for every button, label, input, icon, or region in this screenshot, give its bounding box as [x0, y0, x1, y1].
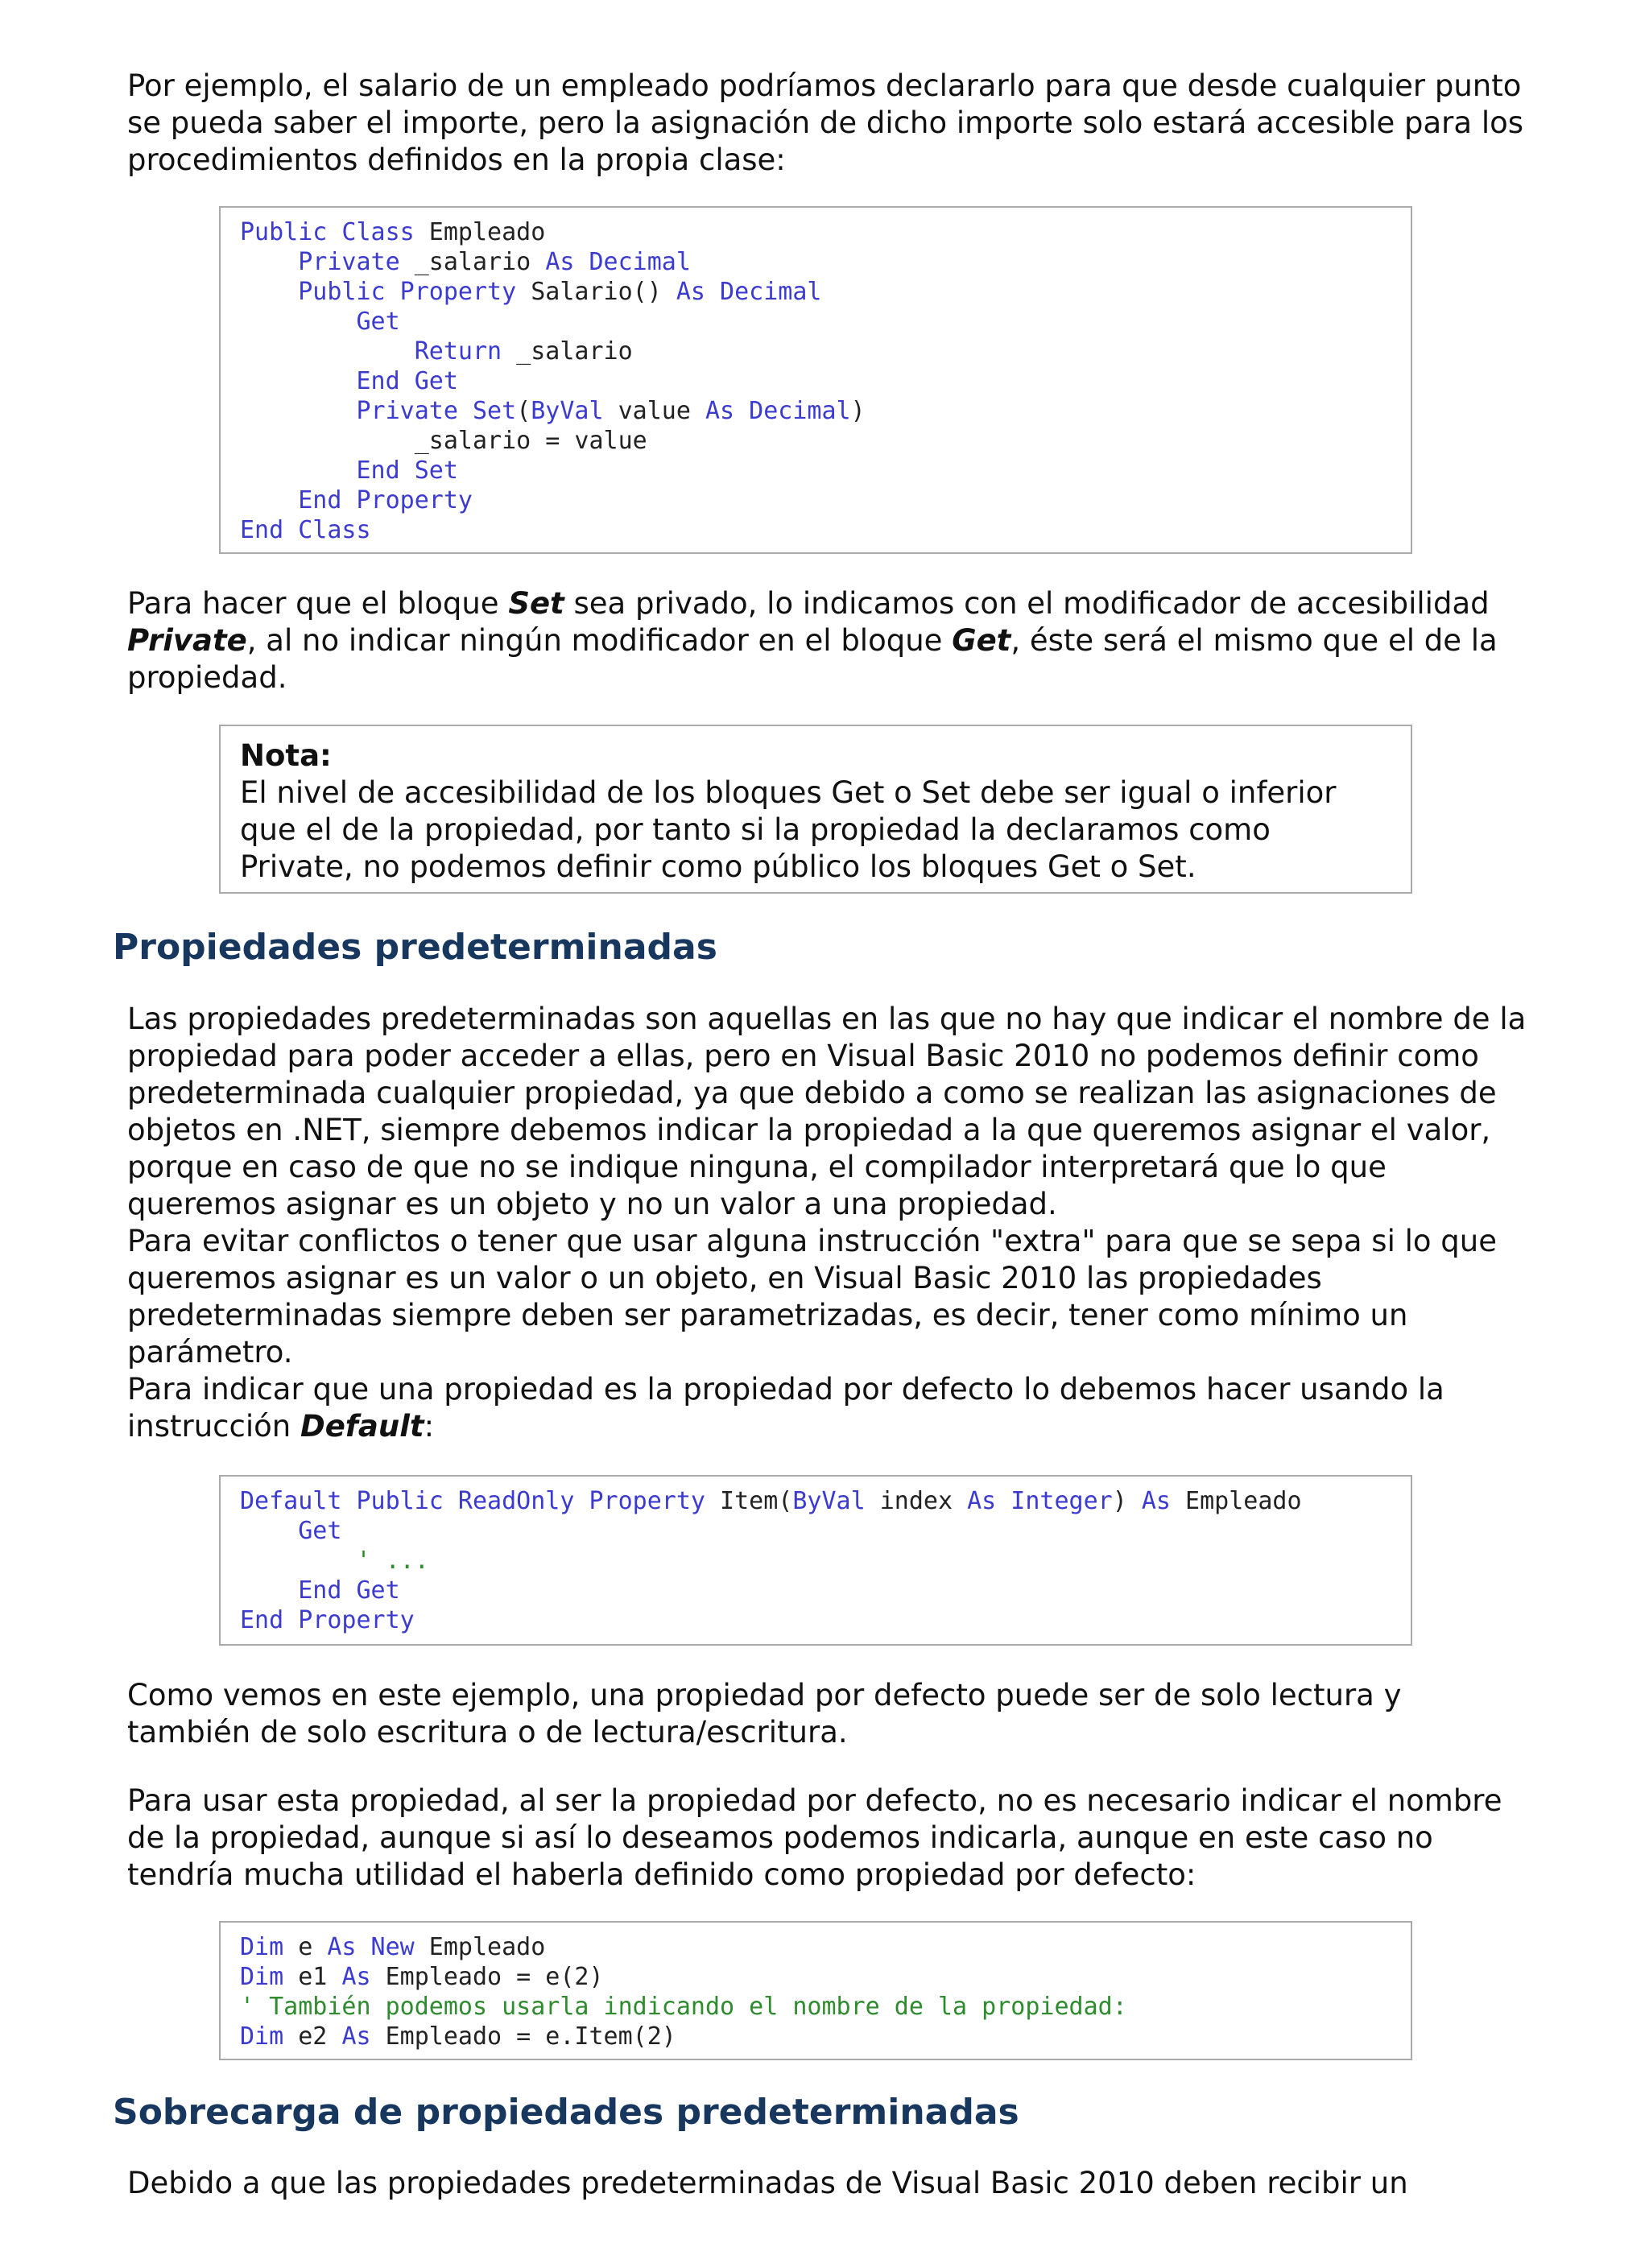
code-text [240, 1932, 1127, 2051]
paragraph-read-write: Como vemos en este ejemplo, una propiedad por defecto puede ser de solo lectura y también de solo escritura o de lectura/escritura. [127, 1678, 1402, 1750]
paragraph-intro: Por ejemplo, el salario de un empleado podríamos declararlo para que desde cualquier punto se pueda saber el importe, pero la asignación de dicho importe solo estará accesible para los procedimientos definidos en la propia clase: [127, 68, 1524, 177]
note-title: Nota: [240, 738, 332, 773]
code-token: _salario = value [240, 427, 647, 455]
code-keyword: ByVal [792, 1487, 866, 1515]
code-token: _salario [502, 337, 633, 366]
code-token [240, 248, 298, 276]
code-token: value [603, 397, 705, 425]
code-token: ) [850, 397, 866, 425]
code-keyword: As [1141, 1487, 1171, 1515]
code-keyword: Public Property [298, 278, 517, 306]
code-comment: ' También podemos usarla indicando el nombre de la propiedad: [240, 1993, 1127, 2021]
code-keyword: Default Public ReadOnly Property [240, 1487, 705, 1515]
code-token [240, 337, 415, 366]
code-keyword: End Set [356, 456, 458, 485]
code-token: Item( [705, 1487, 793, 1515]
code-token: ) [1112, 1487, 1142, 1515]
code-block-default-property [219, 1475, 1412, 1646]
code-keyword: Private Set [356, 397, 517, 425]
code-keyword: ByVal [531, 397, 604, 425]
code-token: Salario() [516, 278, 676, 306]
code-token [240, 456, 357, 485]
code-token [240, 278, 298, 306]
paragraph-set-private: Para hacer que el bloque Set sea privado, lo indicamos con el modificador de accesibilidad Private, al no indicar ningún modificador en el bloque Get, éste será el mismo que el de la propiedad. [127, 586, 1498, 695]
code-token: Empleado = e.Item(2) [370, 2022, 676, 2051]
code-block-usage [219, 1921, 1412, 2060]
code-keyword: As [341, 2022, 371, 2051]
code-keyword: As Decimal [676, 278, 822, 306]
code-keyword: Public Class [240, 218, 415, 246]
code-keyword: End Class [240, 516, 371, 544]
code-keyword: Dim [240, 1933, 284, 1961]
code-token: Empleado [1170, 1487, 1302, 1515]
code-token [240, 1576, 298, 1605]
emphasis-private: Private [127, 623, 247, 658]
code-keyword: Dim [240, 2022, 284, 2051]
code-keyword: As [341, 1963, 371, 1991]
code-keyword: As New [327, 1933, 415, 1961]
code-keyword: Get [298, 1517, 342, 1545]
code-keyword: Private [298, 248, 400, 276]
code-text [240, 1486, 1302, 1635]
code-keyword: Get [356, 308, 400, 336]
code-keyword: As Decimal [705, 397, 851, 425]
code-token [240, 397, 357, 425]
code-token [240, 486, 298, 514]
code-token: _salario [399, 248, 546, 276]
code-keyword: As Integer [967, 1487, 1113, 1515]
code-token: ( [516, 397, 531, 425]
code-token: index [865, 1487, 968, 1515]
code-token: e1 [283, 1963, 342, 1991]
code-token [240, 367, 357, 395]
emphasis-set: Set [508, 586, 564, 621]
code-token: Empleado [414, 218, 546, 246]
code-comment: ' ... [356, 1547, 429, 1575]
code-text [240, 217, 866, 545]
paragraph-default-properties: Las propiedades predeterminadas son aquellas en las que no hay que indicar el nombre de la propiedad para poder acceder a ellas, pero en Visual Basic 2010 no podemos definir como predeterminada cualquier propiedad, ya que debido a como se realizan las asignaciones de objetos en .NET, siempre debemos indicar la propiedad a la que queremos asignar el valor, porque en caso de que no se indique ninguna, el compilador interpretará que lo que queremos asignar es un objeto y no un valor a una propiedad. Para evitar conflictos o tener que usar alguna instrucción "extra" para que se sepa si lo que queremos asignar es un valor o un objeto, en Visual Basic 2010 las propiedades predeterminadas siempre deben ser parametrizadas, es decir, tener como mínimo un parámetro. Para indicar que una propiedad es la propiedad por defecto lo debemos hacer usando la instrucción Default: [127, 1002, 1527, 1444]
code-token [240, 308, 357, 336]
paragraph-sobrecarga: Debido a que las propiedades predeterminadas de Visual Basic 2010 deben recibir un [127, 2166, 1408, 2200]
code-keyword: End Property [298, 486, 473, 514]
code-token [240, 1547, 357, 1575]
code-keyword: End Get [298, 1576, 400, 1605]
note-body: El nivel de accesibilidad de los bloques Get o Set debe ser igual o inferior que el de la propiedad, por tanto si la propiedad la declaramos como Private, no podemos definir como público los bloques Get o Set. [240, 775, 1337, 884]
code-keyword: Return [414, 337, 502, 366]
code-token: e [283, 1933, 328, 1961]
heading-sobrecarga: Sobrecarga de propiedades predeterminadas [113, 2092, 1019, 2133]
heading-propiedades-predeterminadas: Propiedades predeterminadas [113, 927, 717, 968]
code-token: Empleado [414, 1933, 546, 1961]
code-keyword: Dim [240, 1963, 284, 1991]
code-keyword: End Property [240, 1606, 415, 1634]
emphasis-default: Default [300, 1409, 424, 1444]
code-block-empleado-class [219, 206, 1412, 554]
paragraph-usage: Para usar esta propiedad, al ser la propiedad por defecto, no es necesario indicar el nombre de la propiedad, aunque si así lo deseamos podemos indicarla, aunque en este caso no tendría mucha utilidad el haberla definido como propiedad por defecto: [127, 1783, 1502, 1892]
note-box [219, 725, 1412, 894]
code-token: Empleado = e(2) [370, 1963, 604, 1991]
code-token [240, 1517, 298, 1545]
code-keyword: As Decimal [545, 248, 691, 276]
code-keyword: End Get [356, 367, 458, 395]
emphasis-get: Get [952, 623, 1011, 658]
code-token: e2 [283, 2022, 342, 2051]
